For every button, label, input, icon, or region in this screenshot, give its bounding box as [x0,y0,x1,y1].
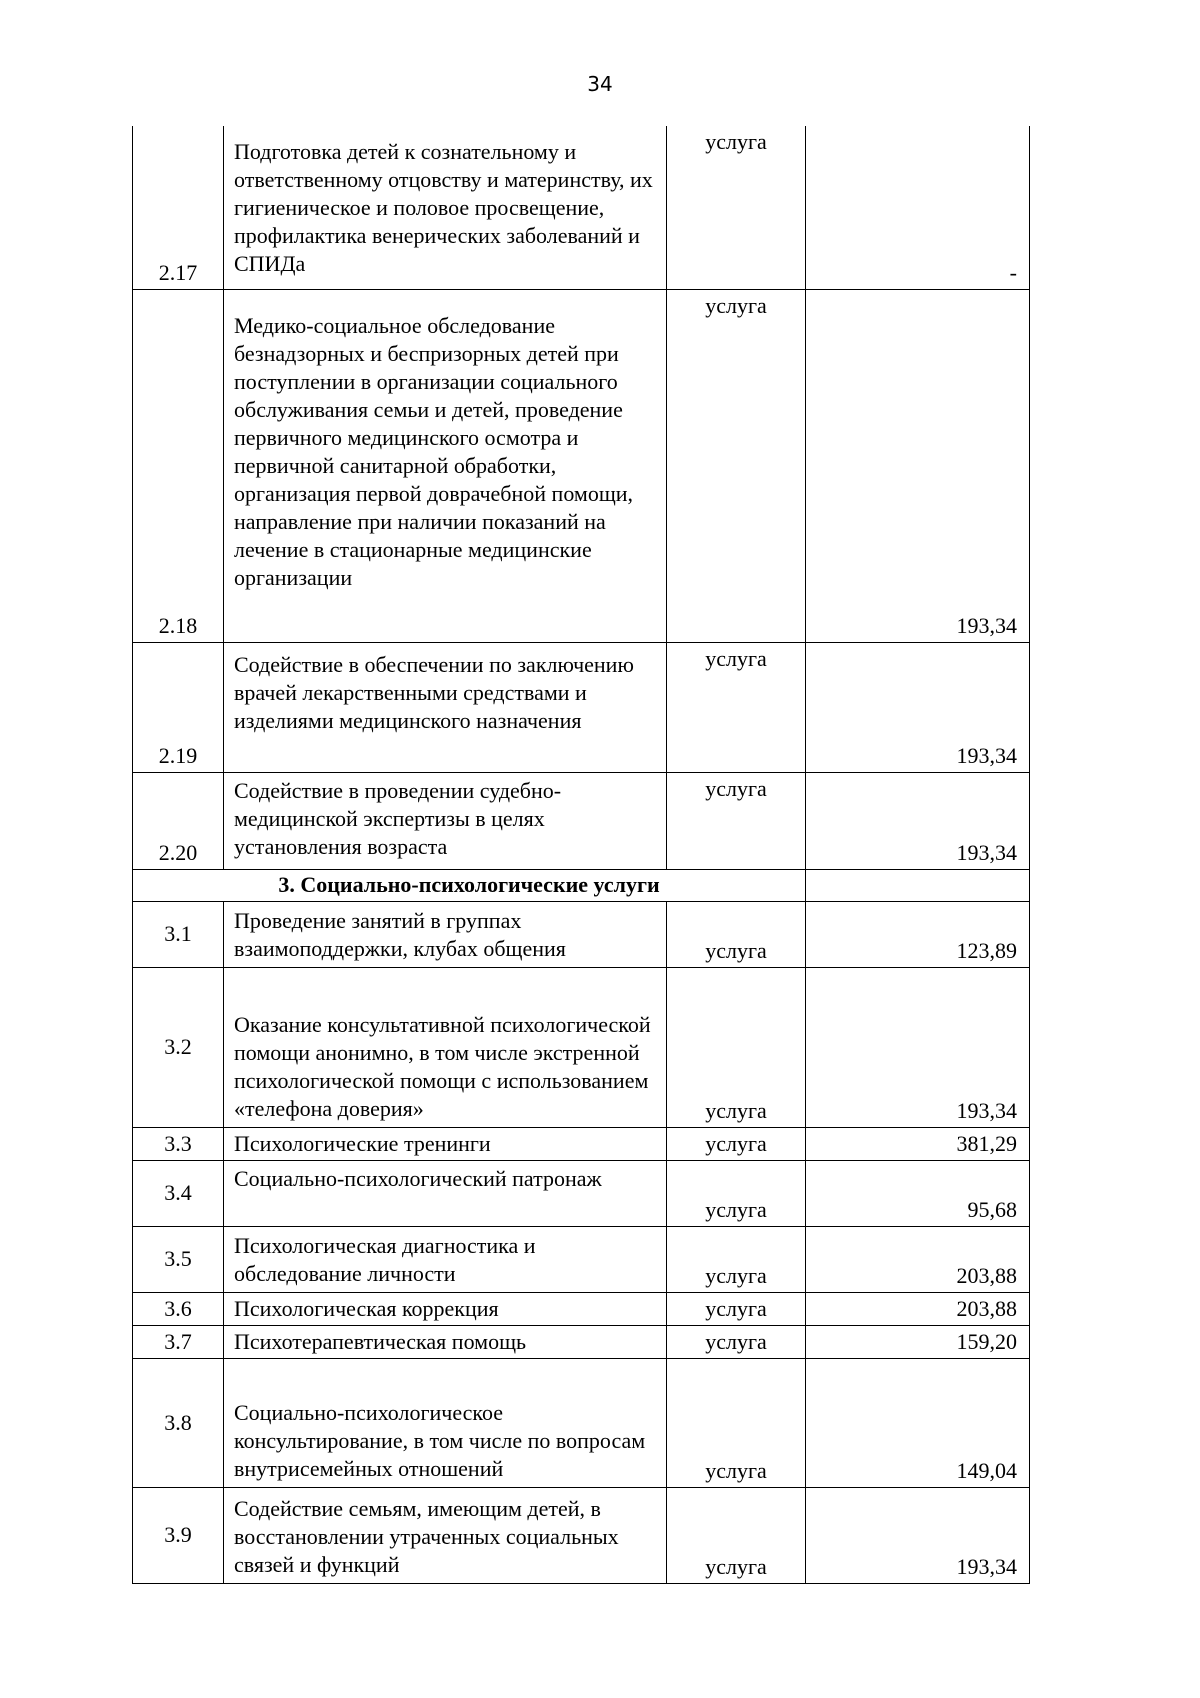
table-row [133,1226,1030,1292]
row-number: 3.1 [133,901,224,967]
service-name: Содействие в проведении судебно-медицинской экспертизы в целях установления возраста [224,772,667,869]
service-price: 95,68 [806,1160,1030,1226]
service-price: 193,34 [806,642,1030,772]
service-price: 203,88 [806,1226,1030,1292]
service-name: Содействие семьям, имеющим детей, в восстановлении утраченных социальных связей и функций [224,1487,667,1583]
service-unit: услуга [667,126,806,289]
service-price: - [806,126,1030,289]
service-unit: услуга [667,1127,806,1160]
table-row [133,1292,1030,1325]
service-name: Оказание консультативной психологической помощи анонимно, в том числе экстренной психологической помощи с использованием «телефона доверия» [224,967,667,1127]
service-name: Психологическая коррекция [224,1292,667,1325]
row-number: 3.8 [133,1358,224,1487]
row-number: 3.5 [133,1226,224,1292]
service-unit: услуга [667,1226,806,1292]
service-name: Психотерапевтическая помощь [224,1325,667,1358]
section-price-cell [806,869,1030,901]
service-unit: услуга [667,1358,806,1487]
service-unit: услуга [667,967,806,1127]
table-row [133,1358,1030,1487]
service-price: 193,34 [806,289,1030,642]
row-number: 3.3 [133,1127,224,1160]
service-price: 149,04 [806,1358,1030,1487]
section-title: 3. Социально-психологические услуги [133,869,806,901]
row-number: 2.20 [133,772,224,869]
service-name: Социально-психологический патронаж [224,1160,667,1226]
service-unit: услуга [667,1487,806,1583]
service-price: 159,20 [806,1325,1030,1358]
table-row [133,1325,1030,1358]
table-row [133,289,1030,642]
row-number: 3.2 [133,967,224,1127]
section-header-row [133,869,1030,901]
table-row [133,1487,1030,1583]
service-price: 193,34 [806,1487,1030,1583]
service-unit: услуга [667,772,806,869]
service-name: Психологические тренинги [224,1127,667,1160]
services-table [132,126,1030,1584]
service-price: 123,89 [806,901,1030,967]
service-price: 193,34 [806,967,1030,1127]
service-name: Проведение занятий в группах взаимоподдержки, клубах общения [224,901,667,967]
service-price: 193,34 [806,772,1030,869]
page-number: 34 [587,72,613,96]
row-number: 3.9 [133,1487,224,1583]
service-unit: услуга [667,901,806,967]
table-row [133,126,1030,289]
table-row [133,642,1030,772]
service-name: Психологическая диагностика и обследование личности [224,1226,667,1292]
table-row [133,1160,1030,1226]
service-name: Медико-социальное обследование безнадзорных и беспризорных детей при поступлении в организации социального обслуживания семьи и детей, проведение первичного медицинского осмотра и первичной санитарной обработки, организация первой доврачебной помощи, направление при наличии показаний на лечение в стационарные медицинские организации [224,289,667,642]
table-row [133,772,1030,869]
row-number: 3.7 [133,1325,224,1358]
service-unit: услуга [667,289,806,642]
row-number: 2.19 [133,642,224,772]
service-price: 203,88 [806,1292,1030,1325]
table-row [133,1127,1030,1160]
row-number: 3.6 [133,1292,224,1325]
table-row [133,967,1030,1127]
service-name: Подготовка детей к сознательному и ответственному отцовству и материнству, их гигиеническое и половое просвещение, профилактика венерических заболеваний и СПИДа [224,126,667,289]
service-unit: услуга [667,642,806,772]
service-price: 381,29 [806,1127,1030,1160]
service-unit: услуга [667,1325,806,1358]
service-name: Содействие в обеспечении по заключению врачей лекарственными средствами и изделиями медицинского назначения [224,642,667,772]
row-number: 3.4 [133,1160,224,1226]
row-number: 2.18 [133,289,224,642]
service-name: Социально-психологическое консультирование, в том числе по вопросам внутрисемейных отношений [224,1358,667,1487]
service-unit: услуга [667,1292,806,1325]
service-unit: услуга [667,1160,806,1226]
table-row [133,901,1030,967]
row-number: 2.17 [133,126,224,289]
